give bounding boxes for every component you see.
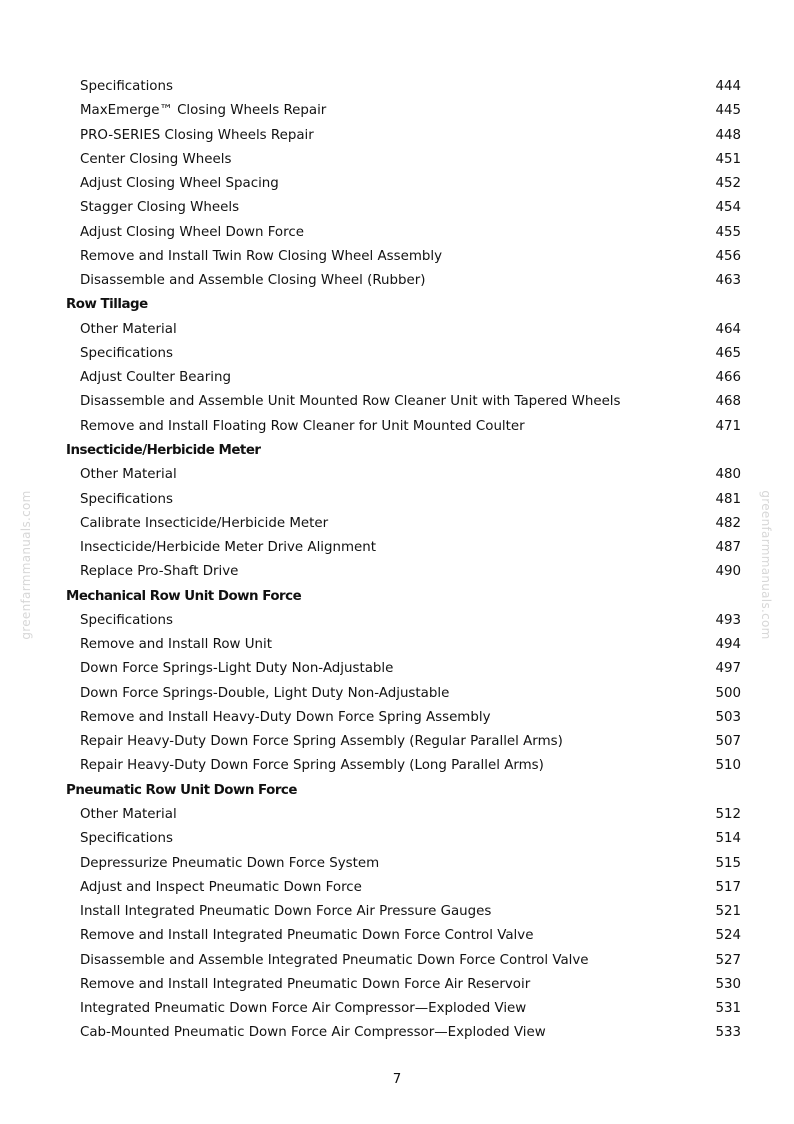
- entry-page-number: 480: [715, 467, 741, 483]
- entry-page-number: 468: [715, 394, 741, 410]
- entry-page-number: 497: [715, 661, 741, 677]
- toc-entry[interactable]: [0, 390, 794, 414]
- entry-title: Adjust Closing Wheel Spacing: [80, 176, 279, 192]
- toc-entry[interactable]: [0, 99, 794, 123]
- toc-entry[interactable]: [0, 172, 794, 196]
- toc-entry[interactable]: [0, 415, 794, 439]
- toc-entry[interactable]: [0, 924, 794, 948]
- entry-title: Insecticide/Herbicide Meter Drive Alignment: [80, 540, 377, 556]
- entry-title: Down Force Springs-Double, Light Duty Non-Adjustable: [80, 685, 450, 701]
- section-title: Mechanical Row Unit Down Force: [66, 588, 302, 604]
- entry-page-number: 530: [715, 976, 741, 992]
- entry-title: Remove and Install Row Unit: [80, 637, 272, 653]
- entry-page-number: 482: [715, 515, 741, 531]
- entry-title: Depressurize Pneumatic Down Force System: [80, 855, 380, 871]
- toc-entry[interactable]: [0, 124, 794, 148]
- entry-page-number: 512: [715, 806, 741, 822]
- entry-page-number: 456: [715, 248, 741, 264]
- entry-page-number: 490: [715, 564, 741, 580]
- entry-page-number: 514: [715, 831, 741, 847]
- toc-section-heading: [0, 585, 794, 609]
- entry-title: Other Material: [80, 806, 177, 822]
- entry-title: Specifications: [80, 831, 173, 847]
- entry-title: Specifications: [80, 612, 173, 628]
- toc-entry[interactable]: [0, 876, 794, 900]
- entry-page-number: 471: [715, 418, 741, 434]
- watermark-left: greenfarmmanuals.com: [19, 490, 33, 640]
- entry-page-number: 454: [715, 200, 741, 216]
- toc-section-heading: [0, 439, 794, 463]
- entry-page-number: 481: [715, 491, 741, 507]
- toc-entry[interactable]: [0, 852, 794, 876]
- entry-page-number: 455: [715, 224, 741, 240]
- entry-title: Center Closing Wheels: [80, 151, 232, 167]
- entry-title: Disassemble and Assemble Closing Wheel (Rubber): [80, 273, 426, 289]
- toc-section-heading: [0, 293, 794, 317]
- entry-title: Remove and Install Heavy-Duty Down Force Spring Assembly: [80, 709, 491, 725]
- toc-entry[interactable]: [0, 366, 794, 390]
- entry-title: Disassemble and Assemble Unit Mounted Row Cleaner Unit with Tapered Wheels: [80, 394, 621, 410]
- toc-entry[interactable]: [0, 730, 794, 754]
- toc-entry[interactable]: [0, 949, 794, 973]
- toc-entry[interactable]: [0, 75, 794, 99]
- toc-entry[interactable]: [0, 269, 794, 293]
- entry-title: Stagger Closing Wheels: [80, 200, 240, 216]
- entry-page-number: 517: [715, 879, 741, 895]
- entry-page-number: 464: [715, 321, 741, 337]
- entry-title: Specifications: [80, 491, 173, 507]
- toc-entry[interactable]: [0, 706, 794, 730]
- entry-page-number: 448: [715, 127, 741, 143]
- toc-entry[interactable]: [0, 463, 794, 487]
- toc-entry[interactable]: [0, 657, 794, 681]
- toc-entry[interactable]: [0, 536, 794, 560]
- entry-page-number: 465: [715, 345, 741, 361]
- toc-entry[interactable]: [0, 342, 794, 366]
- toc-entry[interactable]: [0, 560, 794, 584]
- entry-title: Repair Heavy-Duty Down Force Spring Assembly (Regular Parallel Arms): [80, 734, 563, 750]
- entry-title: Specifications: [80, 79, 173, 94]
- entry-page-number: 524: [715, 928, 741, 944]
- toc-entry[interactable]: [0, 148, 794, 172]
- watermark-right: greenfarmmanuals.com: [759, 490, 773, 640]
- section-title: Pneumatic Row Unit Down Force: [66, 782, 297, 798]
- entry-page-number: 463: [715, 273, 741, 289]
- entry-page-number: 452: [715, 176, 741, 192]
- entry-page-number: 521: [715, 904, 741, 920]
- entry-page-number: 503: [715, 709, 741, 725]
- entry-title: Calibrate Insecticide/Herbicide Meter: [80, 515, 329, 531]
- entry-title: Remove and Install Integrated Pneumatic Down Force Air Reservoir: [80, 976, 531, 992]
- toc-entry[interactable]: [0, 318, 794, 342]
- entry-page-number: 527: [715, 952, 741, 968]
- entry-page-number: 494: [715, 637, 741, 653]
- entry-title: Specifications: [80, 345, 173, 361]
- entry-page-number: 466: [715, 370, 741, 386]
- entry-page-number: 445: [715, 103, 741, 119]
- toc-entry[interactable]: [0, 221, 794, 245]
- entry-page-number: 515: [715, 855, 741, 871]
- entry-title: Install Integrated Pneumatic Down Force Air Pressure Gauges: [80, 904, 492, 920]
- toc-entry[interactable]: [0, 245, 794, 269]
- entry-title: Other Material: [80, 467, 177, 483]
- entry-page-number: 507: [715, 734, 741, 750]
- entry-title: Cab-Mounted Pneumatic Down Force Air Compressor—Exploded View: [80, 1025, 546, 1041]
- toc-entry[interactable]: [0, 512, 794, 536]
- section-title: Insecticide/Herbicide Meter: [66, 442, 261, 458]
- entry-page-number: 487: [715, 540, 741, 556]
- entry-title: Remove and Install Floating Row Cleaner for Unit Mounted Coulter: [80, 418, 525, 434]
- entry-title: Adjust and Inspect Pneumatic Down Force: [80, 879, 362, 895]
- entry-title: Adjust Closing Wheel Down Force: [80, 224, 304, 240]
- entry-title: Replace Pro-Shaft Drive: [80, 564, 239, 580]
- entry-title: Other Material: [80, 321, 177, 337]
- toc-entry[interactable]: [0, 682, 794, 706]
- entry-title: Adjust Coulter Bearing: [80, 370, 231, 386]
- entry-page-number: 500: [715, 685, 741, 701]
- toc-entry[interactable]: [0, 1021, 794, 1045]
- entry-title: PRO-SERIES Closing Wheels Repair: [80, 127, 314, 143]
- entry-title: Disassemble and Assemble Integrated Pneumatic Down Force Control Valve: [80, 952, 589, 968]
- entry-title: MaxEmerge™ Closing Wheels Repair: [80, 103, 327, 119]
- entry-title: Integrated Pneumatic Down Force Air Compressor—Exploded View: [80, 1001, 527, 1017]
- table-of-contents: [0, 75, 794, 1046]
- toc-entry[interactable]: [0, 900, 794, 924]
- toc-entry[interactable]: [0, 997, 794, 1021]
- toc-entry[interactable]: [0, 754, 794, 778]
- entry-page-number: 451: [715, 151, 741, 167]
- entry-page-number: 531: [715, 1001, 741, 1017]
- entry-title: Down Force Springs-Light Duty Non-Adjustable: [80, 661, 394, 677]
- entry-page-number: 510: [715, 758, 741, 774]
- entry-title: Remove and Install Integrated Pneumatic Down Force Control Valve: [80, 928, 534, 944]
- page-number: 7: [392, 1072, 402, 1087]
- entry-title: Remove and Install Twin Row Closing Wheel Assembly: [80, 248, 443, 264]
- toc-entry[interactable]: [0, 488, 794, 512]
- toc-entry[interactable]: [0, 196, 794, 220]
- toc-entry[interactable]: [0, 803, 794, 827]
- entry-page-number: 533: [715, 1025, 741, 1041]
- toc-entry[interactable]: [0, 609, 794, 633]
- toc-entry[interactable]: [0, 827, 794, 851]
- toc-section-heading: [0, 779, 794, 803]
- section-title: Row Tillage: [66, 297, 148, 313]
- toc-entry[interactable]: [0, 633, 794, 657]
- entry-page-number: 493: [715, 612, 741, 628]
- entry-page-number: 444: [715, 79, 741, 94]
- toc-entry[interactable]: [0, 973, 794, 997]
- entry-title: Repair Heavy-Duty Down Force Spring Assembly (Long Parallel Arms): [80, 758, 544, 774]
